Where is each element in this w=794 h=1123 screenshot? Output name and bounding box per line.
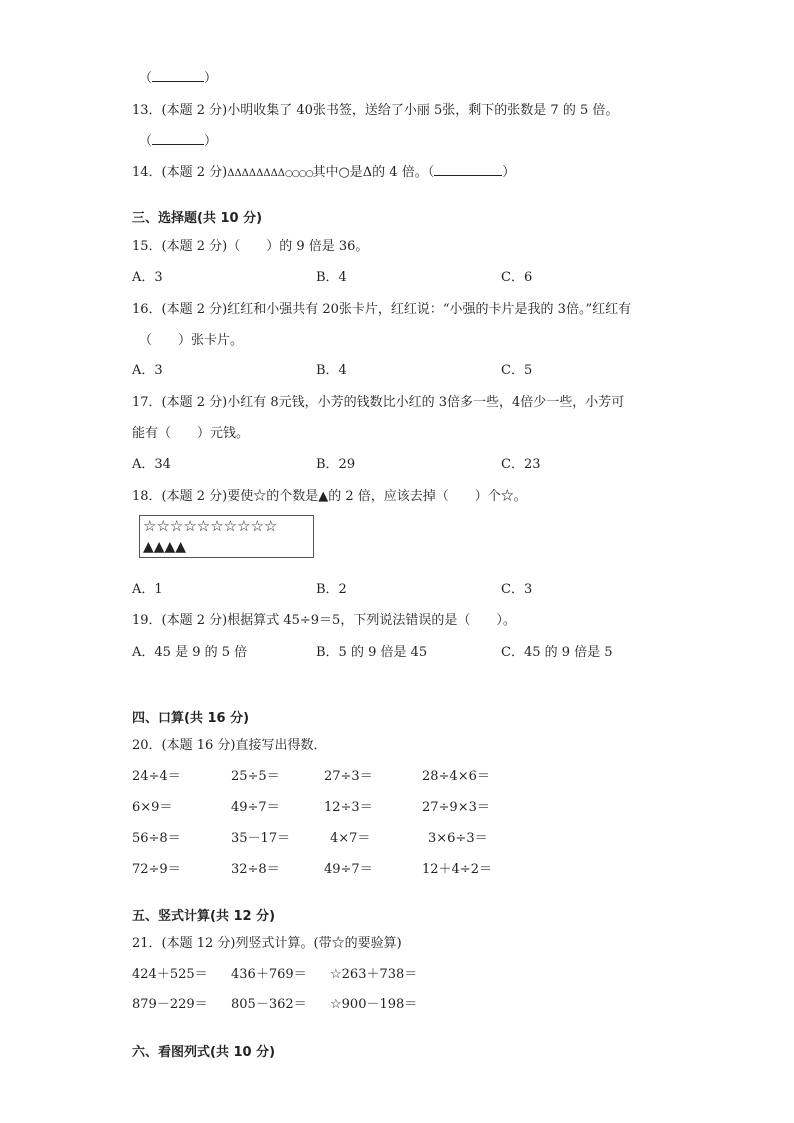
calc-item: 436＋769＝ (231, 967, 307, 982)
calc-item: 28÷4×6＝ (422, 769, 490, 784)
triangle-icons: ▲▲▲▲ (143, 539, 187, 555)
calc-item: 4×7＝ (330, 831, 371, 846)
question-16-line1: 16．(本题 2 分)红红和小强共有 20张卡片，红红说：“小强的卡片是我的 3倍。”红红有 (132, 302, 632, 317)
question-13: 13．(本题 2 分)小明收集了 40张书签，送给了小丽 5张，剩下的张数是 7 的 5 倍。 (132, 103, 619, 118)
calc-item: 879－229＝ (132, 997, 208, 1012)
shape-figure-box (139, 515, 314, 558)
calc-item: 49÷7＝ (324, 862, 373, 877)
calc-item: 12＋4÷2＝ (422, 862, 492, 877)
paren-open: （ (139, 134, 153, 149)
question-suffix: 其中○是Δ的 4 倍。（ (312, 165, 435, 180)
calc-item: 24÷4＝ (132, 769, 181, 784)
answer-blank[interactable] (152, 68, 204, 82)
calc-item: 35－17＝ (231, 831, 291, 846)
q19-option-a[interactable]: A．45 是 9 的 5 倍 (132, 645, 248, 660)
q16-option-b[interactable]: B．4 (316, 363, 347, 378)
question-20: 20．(本题 16 分)直接写出得数． (132, 738, 327, 753)
question-17-line2: 能有（ ）元钱。 (132, 426, 250, 441)
calc-item: 6×9＝ (132, 800, 173, 815)
paren-close: ） (204, 71, 218, 86)
q12-answer-line (139, 67, 217, 86)
section-3-title: 三、选择题(共 10 分) (132, 211, 263, 226)
question-14 (132, 161, 515, 180)
q15-option-c[interactable]: C．6 (501, 270, 533, 285)
q18-option-c[interactable]: C．3 (501, 582, 533, 597)
q19-option-c[interactable]: C．45 的 9 倍是 5 (501, 645, 613, 660)
calc-item: 25÷5＝ (231, 769, 280, 784)
section-6-title: 六、看图列式(共 10 分) (132, 1045, 276, 1060)
calc-item: 32÷8＝ (231, 862, 280, 877)
q16-option-a[interactable]: A．3 (132, 363, 163, 378)
q16-option-c[interactable]: C．5 (501, 363, 533, 378)
q17-option-a[interactable]: A．34 (132, 457, 171, 472)
calc-item: 27÷3＝ (324, 769, 373, 784)
q18-option-b[interactable]: B．2 (316, 582, 347, 597)
section-5-title: 五、竖式计算(共 12 分) (132, 909, 276, 924)
calc-item: 49÷7＝ (231, 800, 280, 815)
circle-icons: ○○○○ (285, 169, 313, 179)
q19-option-b[interactable]: B．5 的 9 倍是 45 (316, 645, 428, 660)
paren-close: ） (204, 134, 218, 149)
question-18: 18．(本题 2 分)要使☆的个数是▲的 2 倍，应该去掉（ ）个☆。 (132, 489, 527, 504)
calc-item: 72÷9＝ (132, 862, 181, 877)
q17-option-b[interactable]: B．29 (316, 457, 356, 472)
calc-item: 805－362＝ (231, 997, 307, 1012)
question-15: 15．(本题 2 分)（ ）的 9 倍是 36。 (132, 239, 369, 254)
answer-blank[interactable] (152, 131, 204, 145)
calc-item: 27÷9×3＝ (422, 800, 490, 815)
calc-item: 424＋525＝ (132, 967, 208, 982)
q15-option-b[interactable]: B．4 (316, 270, 347, 285)
calc-item: ☆263＋738＝ (330, 967, 418, 982)
triangle-icons: ΔΔΔΔΔΔΔΔ (227, 168, 286, 179)
paren-close: ） (502, 165, 516, 180)
question-19: 19．(本题 2 分)根据算式 45÷9＝5，下列说法错误的是（ ）。 (132, 613, 516, 628)
question-16-line2: （ ）张卡片。 (139, 333, 244, 348)
calc-item: ☆900－198＝ (330, 997, 418, 1012)
q18-option-a[interactable]: A．1 (132, 582, 163, 597)
calc-item: 56÷8＝ (132, 831, 181, 846)
section-4-title: 四、口算(共 16 分) (132, 711, 250, 726)
question-prefix: 14．(本题 2 分) (132, 165, 228, 180)
calc-item: 3×6÷3＝ (428, 831, 488, 846)
question-21: 21．(本题 12 分)列竖式计算。(带☆的要验算) (132, 936, 402, 951)
q13-answer-line (139, 130, 217, 149)
paren-open: （ (139, 71, 153, 86)
star-icons: ☆☆☆☆☆☆☆☆☆☆ (143, 517, 278, 535)
answer-blank[interactable] (434, 162, 502, 176)
calc-item: 12÷3＝ (324, 800, 373, 815)
q17-option-c[interactable]: C．23 (501, 457, 541, 472)
question-17-line1: 17．(本题 2 分)小红有 8元钱，小芳的钱数比小红的 3倍多一些，4倍少一些，小芳可 (132, 395, 625, 410)
q15-option-a[interactable]: A．3 (132, 270, 163, 285)
